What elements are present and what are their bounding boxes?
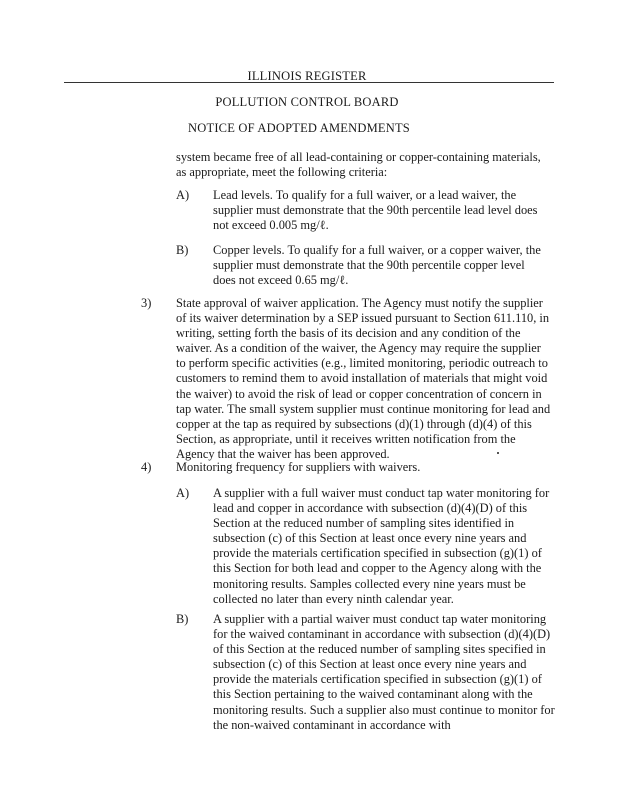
criteria-a-text: Lead levels. To qualify for a full waiver, or a lead waiver, the supplier must demonstrate that the 90th percentile lead level does not exceed 0.005 mg/ℓ. (213, 188, 538, 233)
section-3-label: 3) (141, 296, 152, 310)
section-4-label: 4) (141, 460, 152, 474)
section-4-heading: Monitoring frequency for suppliers with waivers. (176, 460, 421, 474)
header-rule (64, 82, 554, 83)
criteria-a-label: A) (176, 188, 190, 202)
register-title: ILLINOIS REGISTER (247, 69, 367, 83)
monitoring-a-text: A supplier with a full waiver must conduct tap water monitoring for lead and copper in accordance with subsection (d)(4)(D) of this Section at the reduced number of sampling sites identified in subsection (c) of this Section at least once every nine years and provide the materials certification specified in subsection (g)(1) of this Section for both lead and copper to the Agency along with the monitoring results. Samples collected every nine years must be collected no later than every ninth calendar year. (213, 486, 550, 606)
criteria-b-text: Copper levels. To qualify for a full waiver, or a copper waiver, the supplier must demonstrate that the 90th percentile copper level does not exceed 0.65 mg/ℓ. (213, 243, 541, 288)
intro-paragraph: system became free of all lead-containing or copper-containing materials, as appropriate, meet the following criteria: (176, 150, 541, 180)
section-3-text: State approval of waiver application. The Agency must notify the supplier of its waiver determination by a SEP issued pursuant to Section 611.110, in writing, setting forth the basis of its decision and any condition of the waiver. As a condition of the waiver, the Agency may require the supplier to perform specific activities (e.g., limited monitoring, periodic outreach to customers to remind them to avoid installation of materials that might void the waiver) to avoid the risk of lead or copper concentration of concern in tap water. The small system supplier must continue monitoring for lead and copper at the tap as required by subsections (d)(1) through (d)(4) of this Section, as appropriate, until it receives written notification from the Agency that the waiver has been approved. (176, 296, 551, 461)
monitoring-b-text: A supplier with a partial waiver must conduct tap water monitoring for the waived contaminant in accordance with subsection (d)(4)(D) of this Section at the reduced number of sampling sites specified in subsection (c) of this Section at least once every nine years and provide the materials certification specified in subsection (g)(1) of this Section pertaining to the waived contaminant along with the monitoring results. Such a supplier also must continue to monitor for the non-waived contaminant in accordance with (213, 612, 555, 732)
board-title: POLLUTION CONTROL BOARD (215, 95, 399, 109)
stray-mark (497, 452, 499, 454)
monitoring-b-label: B) (176, 612, 189, 626)
criteria-b-label: B) (176, 243, 189, 257)
monitoring-a-label: A) (176, 486, 190, 500)
notice-title: NOTICE OF ADOPTED AMENDMENTS (188, 121, 410, 135)
